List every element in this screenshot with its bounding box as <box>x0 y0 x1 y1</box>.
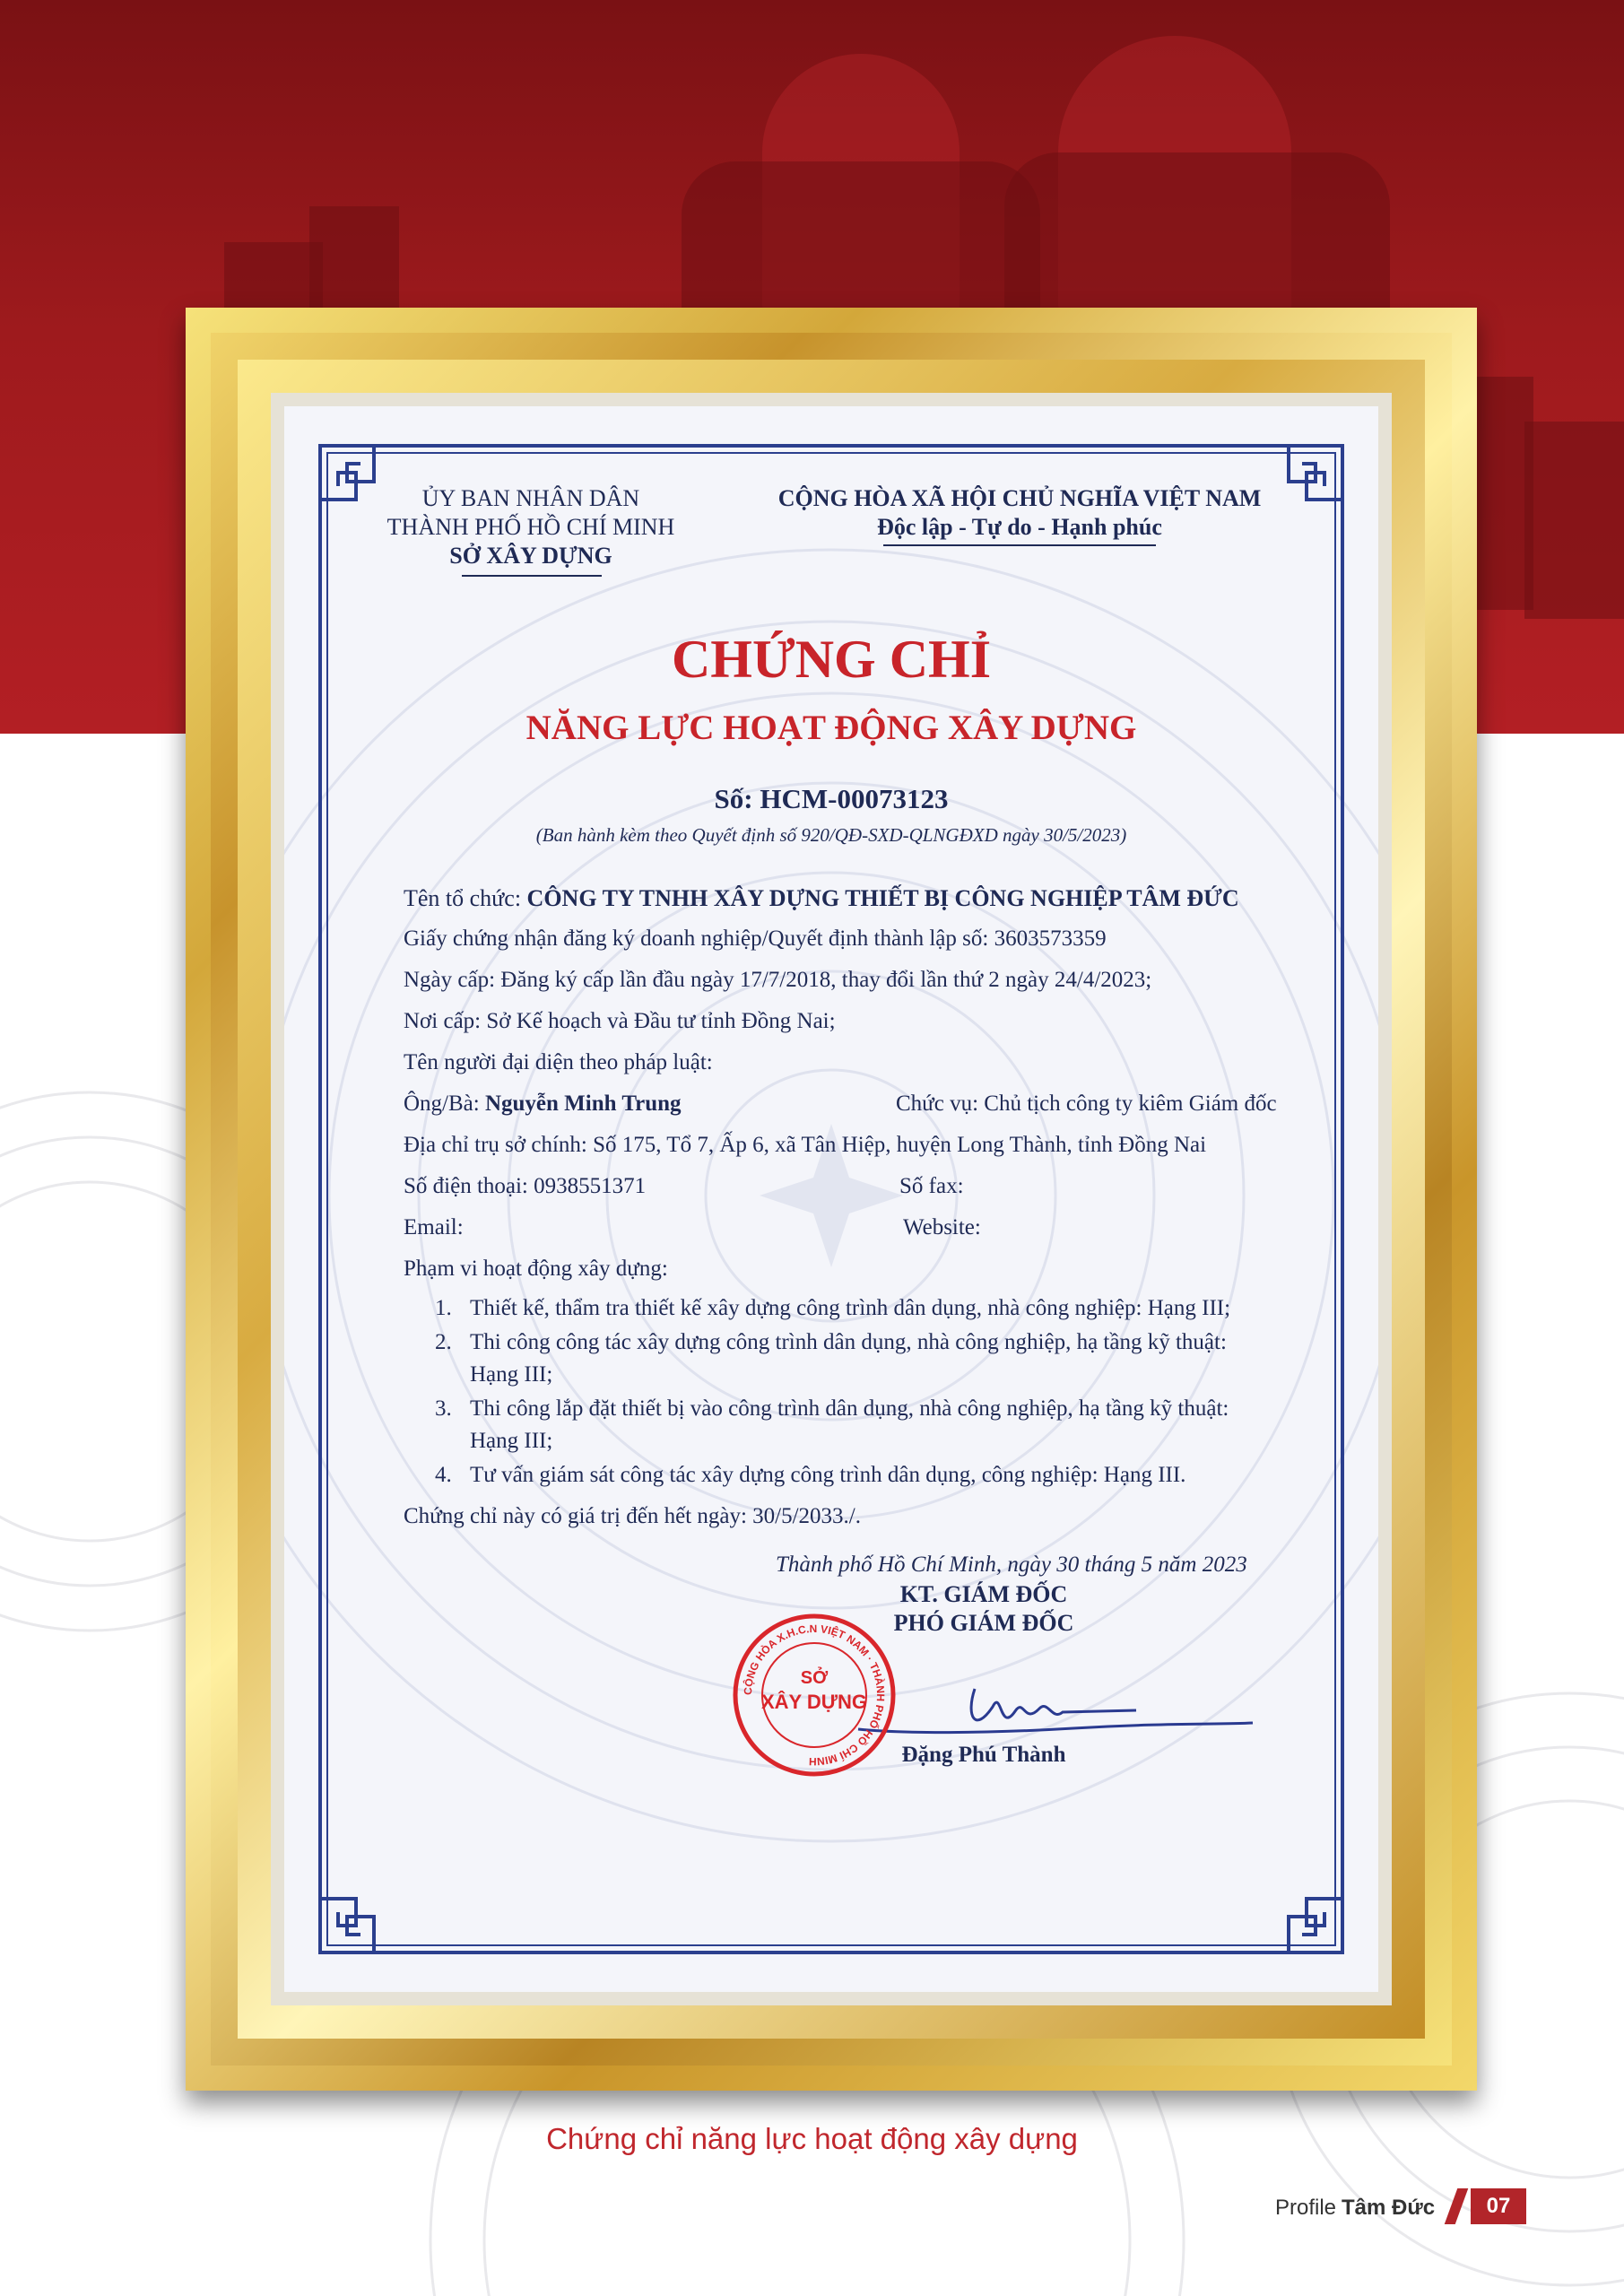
issuer-underline <box>462 575 602 577</box>
page-number: 07 <box>1471 2188 1526 2224</box>
scope-item-text: Thi công công tác xây dựng công trình dân dụng, nhà công nghiệp, hạ tầng kỹ thuật: <box>470 1330 1227 1354</box>
issue-place-row: Nơi cấp: Sở Kế hoạch và Đầu tư tỉnh Đồng Nai; <box>404 1009 836 1033</box>
scope-item-num: 3. <box>435 1396 452 1421</box>
footer-profile: Profile <box>1275 2196 1337 2220</box>
decision-reference: (Ban hành kèm theo Quyết định số 920/QĐ-SXD-QLNGĐXD ngày 30/5/2023) <box>535 824 1127 846</box>
nation-underline <box>883 544 1156 546</box>
scope-item-num: 2. <box>435 1330 452 1354</box>
sign-title-2: PHÓ GIÁM ĐỐC <box>893 1610 1074 1636</box>
sign-title-1: KT. GIÁM ĐỐC <box>899 1581 1068 1607</box>
website-row: Website: <box>903 1215 981 1239</box>
phone-row: Số điện thoại: 0938551371 <box>404 1174 647 1198</box>
footer-brand: Tâm Đức <box>1342 2196 1436 2220</box>
signature <box>840 1635 1271 1761</box>
issue-date-row: Ngày cấp: Đăng ký cấp lần đầu ngày 17/7/2018, thay đổi lần thứ 2 ngày 24/4/2023; <box>404 968 1152 992</box>
address-row: Địa chỉ trụ sở chính: Số 175, Tổ 7, Ấp 6, xã Tân Hiệp, huyện Long Thành, tỉnh Đồng Nai <box>404 1133 1207 1157</box>
scope-label: Phạm vi hoạt động xây dựng: <box>404 1257 668 1281</box>
issuer-line3: SỞ XÂY DỰNG <box>449 543 612 569</box>
email-row: Email: <box>404 1215 464 1239</box>
stamp-ring-text: CỘNG HÒA X.H.C.N VIỆT NAM · THÀNH PHỐ HỒ CHÍ MINH <box>741 1622 888 1769</box>
scope-item-text-cont: Hạng III; <box>470 1362 553 1387</box>
scope-item-text: Thi công lắp đặt thiết bị vào công trình dân dụng, nhà công nghiệp, hạ tầng kỹ thuật: <box>470 1396 1229 1421</box>
certificate-subtitle: NĂNG LỰC HOẠT ĐỘNG XÂY DỰNG <box>525 709 1137 747</box>
person-row: Ông/Bà: Nguyễn Minh Trung <box>404 1091 682 1116</box>
org-name: CÔNG TY TNHH XÂY DỰNG THIẾT BỊ CÔNG NGHIỆP TÂM ĐỨC <box>526 885 1239 911</box>
person-name: Nguyễn Minh Trung <box>484 1091 682 1116</box>
registration-row: Giấy chứng nhận đăng ký doanh nghiệp/Quyết định thành lập số: 3603573359 <box>404 926 1107 951</box>
certificate-content <box>284 406 1378 1992</box>
nation-line2: Độc lập - Tự do - Hạnh phúc <box>877 514 1162 540</box>
stamp-center-top: SỞ <box>800 1668 829 1688</box>
org-row: Tên tổ chức: CÔNG TY TNHH XÂY DỰNG THIẾT BỊ CÔNG NGHIỆP TÂM ĐỨC <box>404 885 1239 911</box>
certificate-number: Số: HCM-00073123 <box>714 783 949 814</box>
certificate-paper <box>284 406 1378 1992</box>
page-caption: Chứng chỉ năng lực hoạt động xây dựng <box>546 2122 1078 2155</box>
issuer-line1: ỦY BAN NHÂN DÂN <box>421 485 640 511</box>
scope-item-text-cont: Hạng III; <box>470 1429 553 1453</box>
scope-item-text: Thiết kế, thẩm tra thiết kế xây dựng công trình dân dụng, nhà công nghiệp: Hạng III; <box>470 1296 1231 1320</box>
signer-name: Đặng Phú Thành <box>901 1743 1066 1767</box>
stamp-center-main: XÂY DỰNG <box>760 1691 868 1713</box>
scope-item-num: 1. <box>435 1296 452 1320</box>
fax-row: Số fax: <box>899 1174 964 1198</box>
nation-line1: CỘNG HÒA XÃ HỘI CHỦ NGHĨA VIỆT NAM <box>777 485 1262 511</box>
position-row: Chức vụ: Chủ tịch công ty kiêm Giám đốc <box>896 1091 1277 1116</box>
gold-frame <box>186 308 1477 2091</box>
place-date: Thành phố Hồ Chí Minh, ngày 30 tháng 5 năm 2023 <box>776 1552 1247 1577</box>
certificate-title: CHỨNG CHỈ <box>671 630 992 689</box>
validity-row: Chứng chỉ này có giá trị đến hết ngày: 30/5/2033./. <box>404 1504 861 1528</box>
scope-item-text: Tư vấn giám sát công tác xây dựng công trình dân dụng, công nghiệp: Hạng III. <box>470 1463 1186 1487</box>
scope-item-num: 4. <box>435 1463 452 1487</box>
issuer-line2: THÀNH PHỐ HỒ CHÍ MINH <box>386 514 675 540</box>
representative-label: Tên người đại diện theo pháp luật: <box>404 1050 713 1074</box>
